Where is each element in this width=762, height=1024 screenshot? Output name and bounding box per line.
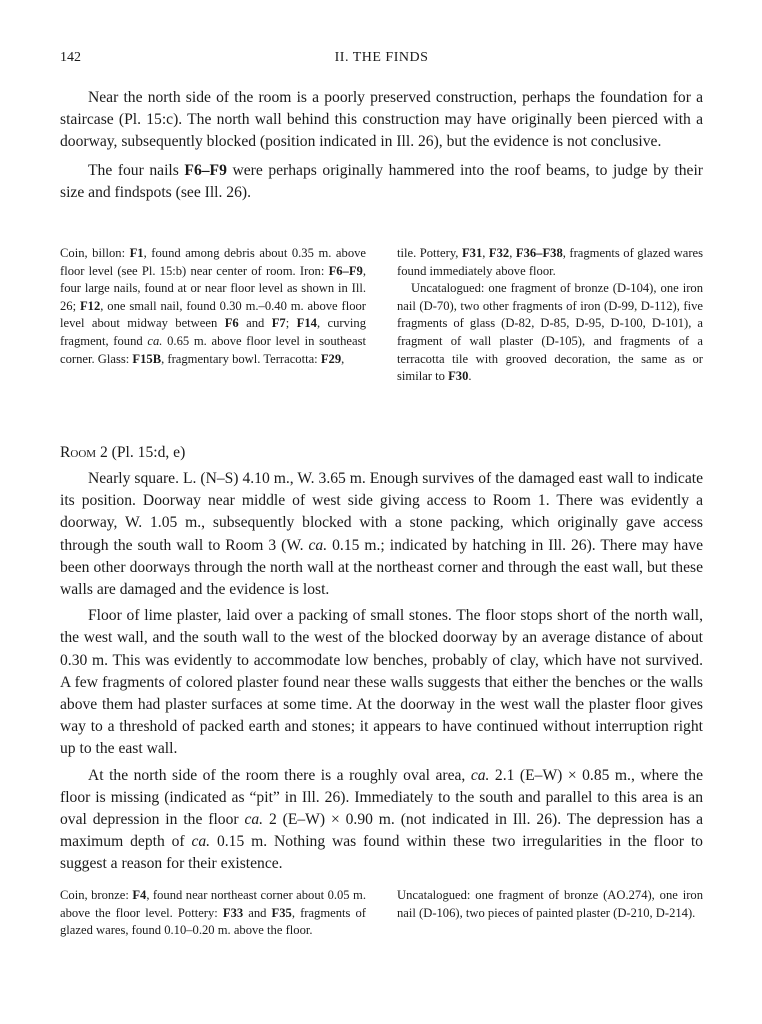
- notes-left-column: [60, 245, 366, 386]
- notes-right-column: [397, 245, 703, 386]
- finds-list-room2: Coin, bronze: F4, found near northeast corner about 0.05 m. above the floor level. Pottery: F33 and F35, fragments of glazed wares, found 0.10–0.20 m. above the floor.: [60, 888, 367, 938]
- notes2-right-column: [397, 887, 703, 940]
- notes2-left-column: [60, 887, 366, 940]
- section-heading-room-2: Room 2 (Pl. 15:d, e): [60, 444, 186, 461]
- page-number: 142: [60, 50, 81, 65]
- finds-list: Coin, billon: F1, found among debris about 0.35 m. above floor level (see Pl. 15:b) near center of room. Iron: F6–F9, four large nails, found at or near floor level as shown in Ill. 26; F12, one small nail, found 0.30 m.–0.40 m. above floor level about midway between F6 and F7; F14, curving fragment, found ca. 0.65 m. above floor level in southeast corner. Glass: F15B, fragmentary bowl. Terracotta: F29,: [60, 246, 366, 366]
- finds-notes-room2: [60, 887, 703, 940]
- room2-paragraph-3: At the north side of the room there is a roughly oval area, ca. 2.1 (E–W) × 0.85 m., where the floor is missing (indicated as “pit” in Ill. 26). Immediately to the south and parallel to this area is an oval depression in the floor ca. 2 (E–W) × 0.90 m. (not indicated in Ill. 26). The depression has a maximum depth of ca. 0.15 m. Nothing was found within these two irregularities in the floor to suggest a reason for their existence.: [60, 766, 703, 873]
- uncatalogued-list: Uncatalogued: one fragment of bronze (D-104), one iron nail (D-70), two other fragments of iron (D-99, D-112), five fragments of glass (D-82, D-85, D-95, D-100, D-101), a fragment of wall plaster (D-105), and fragments of a terracotta tile with grooved decoration, the same as or similar to F30.: [397, 281, 703, 384]
- page-header: [60, 50, 703, 70]
- room2-paragraph-1: Nearly square. L. (N–S) 4.10 m., W. 3.65 m. Enough survives of the damaged east wall to indicate its position. Doorway near middle of west side giving access to Room 1. There was evidently a doorway, W. 1.05 m., subsequently blocked with a stone packing, which originally gave access through the south wall to Room 3 (W. ca. 0.15 m.; indicated by hatching in Ill. 26). There may have been other doorways through the north wall at the northeast corner and through the east wall, but these walls are damaged and the evidence is lost.: [60, 470, 703, 599]
- room2-section: [60, 468, 703, 876]
- intro-paragraph-1: Near the north side of the room is a poorly preserved construction, perhaps the foundation for a staircase (Pl. 15:c). The north wall behind this construction may have originally been pierced with a doorway, subsequently blocked (position indicated in Ill. 26), but the evidence is not conclusive.: [60, 89, 703, 151]
- room2-paragraph-2: Floor of lime plaster, laid over a packing of small stones. The floor stops short of the north wall, the west wall, and the south wall to the west of the blocked doorway by an average distance of about 0.30 m. This was evidently to accommodate low benches, probably of clay, which have not survived. A few fragments of colored plaster found near these walls suggests that either the benches or the walls above them had plaster surfaces at some time. At the doorway in the west wall the plaster floor gives way to a threshold of packed earth and stones; it appears to have continued without interruption right up to the east wall.: [60, 607, 703, 758]
- running-title: II. THE FINDS: [334, 50, 429, 65]
- finds-notes-room1: [60, 245, 703, 386]
- intro-paragraph-2: The four nails F6–F9 were perhaps originally hammered into the roof beams, to judge by their size and findspots (see Ill. 26).: [60, 161, 704, 201]
- uncatalogued-list-room2: Uncatalogued: one fragment of bronze (AO.274), one iron nail (D-106), two pieces of painted plaster (D-210, D-214).: [397, 888, 703, 920]
- finds-list-continued: tile. Pottery, F31, F32, F36–F38, fragments of glazed wares found immediately above floor.: [397, 246, 703, 278]
- intro-section: [60, 87, 703, 204]
